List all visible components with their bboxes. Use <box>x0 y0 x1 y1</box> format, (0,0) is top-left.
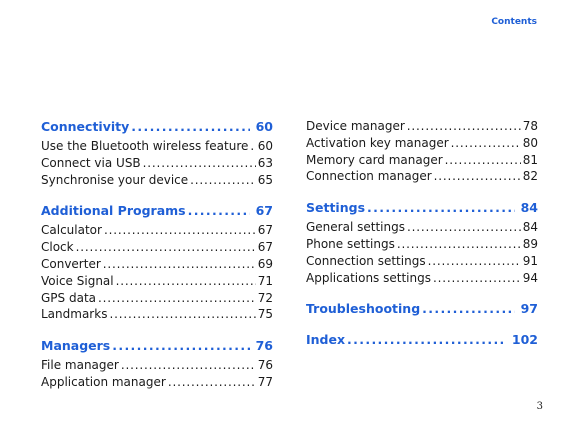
toc-entry-page: 63 <box>257 155 273 170</box>
toc-section-managers <box>41 337 273 391</box>
dot-leader <box>103 256 256 273</box>
toc-entry-label: Applications settings <box>306 270 431 285</box>
dot-leader <box>407 219 521 236</box>
toc-entry-label: Voice Signal <box>41 273 114 288</box>
toc-entry-label: Memory card manager <box>306 152 443 167</box>
toc-entry[interactable] <box>41 306 273 323</box>
toc-entry-label: File manager <box>41 358 119 373</box>
toc-section-managers-continued <box>306 118 538 185</box>
dot-leader <box>188 202 250 219</box>
toc-entry[interactable] <box>41 239 273 256</box>
toc-section-settings <box>306 199 538 286</box>
toc-entry[interactable] <box>41 222 273 239</box>
toc-entry-label: Phone settings <box>306 236 395 251</box>
toc-entry[interactable] <box>306 236 538 253</box>
dot-leader <box>397 236 521 253</box>
toc-entry-page: 78 <box>522 119 538 133</box>
toc-heading-page: 84 <box>520 200 538 216</box>
toc-heading-additional-programs[interactable] <box>41 202 273 219</box>
toc-heading-label: Index <box>306 332 346 348</box>
toc-entry[interactable] <box>41 256 273 273</box>
toc-entry[interactable] <box>306 152 538 169</box>
toc-entry-label: Device manager <box>306 119 405 133</box>
toc-heading-page: 102 <box>511 332 538 348</box>
dot-leader <box>433 270 521 287</box>
toc-entry[interactable] <box>306 270 538 287</box>
toc-entry-page: 80 <box>522 135 538 150</box>
toc-heading-troubleshooting[interactable] <box>306 300 538 317</box>
toc-entry-label: Connection settings <box>306 253 426 268</box>
toc-entry[interactable] <box>306 118 538 135</box>
toc-entry-page: 84 <box>522 220 538 235</box>
toc-entry-label: Use the Bluetooth wireless feature <box>41 139 249 153</box>
toc-heading-label: Additional Programs <box>41 203 186 219</box>
dot-leader <box>109 306 255 323</box>
dot-leader <box>143 155 256 172</box>
toc-heading-managers[interactable] <box>41 337 273 354</box>
toc-entry-label: Landmarks <box>41 307 108 322</box>
toc-entry[interactable] <box>306 253 538 270</box>
dot-leader <box>168 374 256 391</box>
dot-leader <box>347 331 506 348</box>
dot-leader <box>434 168 521 185</box>
toc-entry[interactable] <box>41 172 273 189</box>
toc-entry-page: 76 <box>257 358 273 373</box>
dot-leader <box>367 199 515 216</box>
toc-heading-label: Connectivity <box>41 119 130 134</box>
toc-entry[interactable] <box>306 135 538 152</box>
toc-entry-label: Synchronise your device <box>41 172 189 187</box>
dot-leader <box>451 135 521 152</box>
toc-section-connectivity <box>41 118 273 188</box>
dot-leader <box>407 118 521 135</box>
dot-leader <box>422 300 514 317</box>
dot-leader <box>428 253 521 270</box>
toc-heading-page: 97 <box>520 301 538 317</box>
dot-leader <box>445 152 521 169</box>
toc-section-additional-programs <box>41 202 273 323</box>
toc-entry-page: 89 <box>522 236 538 251</box>
toc-section-troubleshooting <box>306 300 538 317</box>
toc-entry[interactable] <box>41 290 273 307</box>
toc-heading-page: 60 <box>255 119 273 134</box>
toc-left-column <box>41 118 273 405</box>
toc-right-column <box>306 118 538 362</box>
toc-entry-label: Application manager <box>41 374 166 389</box>
toc-entry-label: Clock <box>41 240 74 255</box>
toc-heading-settings[interactable] <box>306 199 538 216</box>
page-number: 3 <box>536 401 543 412</box>
toc-entry-page: 67 <box>257 240 273 255</box>
dot-leader <box>116 273 256 290</box>
dot-leader <box>131 118 249 135</box>
toc-entry-label: Converter <box>41 256 101 271</box>
toc-entry-page: 71 <box>257 273 273 288</box>
toc-heading-page: 67 <box>255 203 273 219</box>
toc-entry[interactable] <box>41 138 273 155</box>
toc-entry-label: GPS data <box>41 290 96 305</box>
toc-entry[interactable] <box>41 273 273 290</box>
toc-heading-page: 76 <box>255 338 273 354</box>
toc-entry-label: Connect via USB <box>41 155 141 170</box>
toc-heading-connectivity[interactable] <box>41 118 273 135</box>
toc-entry-label: Calculator <box>41 223 102 238</box>
page-header-title: Contents <box>491 17 537 27</box>
toc-entry-page: 94 <box>522 270 538 285</box>
toc-section-index <box>306 331 538 348</box>
toc-heading-label: Managers <box>41 338 111 354</box>
toc-entry-page: 60 <box>257 139 273 153</box>
toc-entry[interactable] <box>41 374 273 391</box>
toc-entry-page: 65 <box>257 172 273 187</box>
toc-entry-page: 75 <box>257 307 273 322</box>
toc-heading-label: Settings <box>306 200 366 216</box>
dot-leader <box>121 357 256 374</box>
toc-entry-page: 82 <box>522 169 538 184</box>
toc-entry-page: 72 <box>257 290 273 305</box>
toc-entry-label: Activation key manager <box>306 135 449 150</box>
toc-heading-label: Troubleshooting <box>306 301 421 317</box>
toc-entry[interactable] <box>306 219 538 236</box>
toc-entry-page: 81 <box>522 152 538 167</box>
dot-leader <box>190 172 256 189</box>
toc-entry[interactable] <box>41 357 273 374</box>
dot-leader <box>104 222 256 239</box>
toc-entry[interactable] <box>41 155 273 172</box>
toc-entry-label: Connection manager <box>306 169 432 184</box>
dot-leader <box>112 337 249 354</box>
toc-entry-page: 91 <box>522 253 538 268</box>
dot-leader <box>98 290 256 307</box>
dot-leader <box>250 138 255 155</box>
toc-entry-page: 69 <box>257 256 273 271</box>
toc-entry-page: 67 <box>257 223 273 238</box>
toc-entry-label: General settings <box>306 220 405 235</box>
dot-leader <box>76 239 256 256</box>
toc-entry[interactable] <box>306 168 538 185</box>
toc-entry-page: 77 <box>257 374 273 389</box>
toc-heading-index[interactable] <box>306 331 538 348</box>
